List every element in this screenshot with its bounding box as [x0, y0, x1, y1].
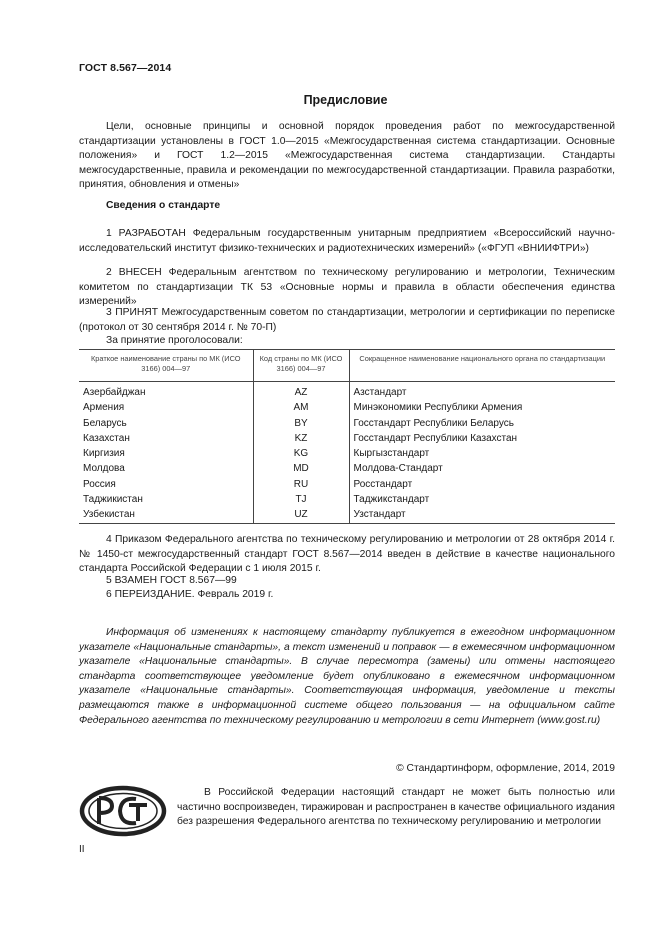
page-number: II — [79, 844, 85, 855]
code-cell: KG — [253, 446, 349, 461]
country-cell: Армения — [83, 402, 125, 414]
organ-cell: Росстандарт — [353, 478, 413, 490]
header-organ: Сокращенное наименование национального органа по стандартизации — [349, 350, 615, 382]
table-row — [79, 477, 615, 492]
country-cell: Азербайджан — [83, 387, 146, 398]
item-introduced: 2 ВНЕСЕН Федеральным агентством по техническому регулированию и метрологии, Техническим комитетом по стандартизации ТК 53 «Основные нормы и правила в области обеспечения единства измерений» — [79, 267, 615, 308]
code-cell: AM — [253, 400, 349, 415]
item-reissue: 6 ПЕРЕИЗДАНИЕ. Февраль 2019 г. — [106, 589, 274, 600]
changes-info-notice: Информация об изменениях к настоящему стандарту публикуется в ежегодном информационном указателе «Национальные стандарты», а текст изменений и поправок — в ежемесячном информационном указателе «Национальные стандарты». В случае пересмотра (замены) или отмены настоящего стандарта соответствующее уведомление будет опубликовано в ежемесячном информационном указателе «Национальные стандарты». Соответствующая информация, уведомление и тексты размещаются также в информационной системе общего пользования — на официальном сайте Федерального агентства по техническому регулированию и метрологии в сети Интернет (www.gost.ru) — [79, 627, 615, 726]
item-developed: 1 РАЗРАБОТАН Федеральным государственным унитарным предприятием «Всероссийский научно-исследовательский институт физико-технических и радиотехнических измерений» («ФГУП «ВНИИФТРИ») — [79, 228, 615, 254]
organ-cell: Таджикстандарт — [353, 494, 430, 506]
reproduction-notice: В Российской Федерации настоящий стандарт не может быть полностью или частично воспроизведен, тиражирован и распространен в качестве официального издания без разрешения Федерального агентства по техническому регулированию и метрологии — [177, 787, 615, 828]
table-row — [79, 431, 615, 446]
standard-info-heading: Сведения о стандарте — [106, 200, 221, 211]
code-cell: RU — [253, 477, 349, 492]
organ-cell: Минэкономики Республики Армения — [353, 402, 523, 414]
voting-table — [79, 349, 615, 524]
copyright: © Стандартинформ, оформление, 2014, 2019 — [396, 763, 615, 774]
intro-paragraph: Цели, основные принципы и основной порядок проведения работ по межгосударственной стандартизации установлены в ГОСТ 1.0—2015 «Межгосударственная система стандартизации. Основные положения» и ГОСТ 1.2—2015 «Межгосударственная система стандартизации. Стандарты межгосударственные, правила и рекомендации по межгосударственной стандартизации. Правила разработки, принятия, обновления и отмены» — [79, 121, 615, 191]
organ-cell: Кыргызстандарт — [353, 448, 430, 460]
item-order: 4 Приказом Федерального агентства по техническому регулированию и метрологии от 28 октября 2014 г. № 1450-ст межгосударственный стандарт ГОСТ 8.567—2014 введен в действие в качестве национального стандарта Российской Федерации с 1 июля 2015 г. — [79, 534, 615, 575]
code-cell: MD — [253, 461, 349, 476]
item-adopted: 3 ПРИНЯТ Межгосударственным советом по стандартизации, метрологии и сертификации по переписке (протокол от 30 сентября 2014 г. № 70-П) — [79, 307, 615, 333]
code-cell: KZ — [253, 431, 349, 446]
rst-logo — [79, 785, 167, 837]
table-row — [79, 416, 615, 431]
table-row — [79, 446, 615, 461]
country-cell: Киргизия — [83, 448, 125, 460]
item-voted: За принятие проголосовали: — [106, 335, 243, 346]
table-row — [79, 507, 615, 523]
table-row — [79, 492, 615, 507]
header-code: Код страны по МК (ИСО 3166) 004—97 — [253, 350, 349, 382]
organ-cell: Узстандарт — [349, 507, 615, 523]
organ-cell: Молдова-Стандарт — [353, 463, 443, 475]
table-header-row — [79, 350, 615, 382]
code-cell: BY — [253, 416, 349, 431]
country-cell: Таджикистан — [83, 494, 143, 506]
country-cell: Молдова — [83, 463, 125, 475]
organ-cell: Госстандарт Республики Казахстан — [353, 432, 518, 444]
table-row — [79, 382, 615, 401]
table-row — [79, 461, 615, 476]
organ-cell: Госстандарт Республики Беларусь — [353, 417, 514, 429]
item-replaces: 5 ВЗАМЕН ГОСТ 8.567—99 — [106, 575, 237, 586]
country-cell: Беларусь — [83, 417, 127, 429]
code-cell: UZ — [253, 507, 349, 523]
country-cell: Узбекистан — [79, 507, 253, 523]
table-row — [79, 400, 615, 415]
code-cell: AZ — [253, 382, 349, 401]
code-cell: TJ — [253, 492, 349, 507]
country-cell: Россия — [83, 478, 116, 490]
page-title: Предисловие — [303, 93, 388, 107]
header-country: Краткое наименование страны по МК (ИСО 3166) 004—97 — [79, 350, 253, 382]
organ-cell: Азстандарт — [353, 387, 407, 398]
country-cell: Казахстан — [83, 432, 130, 444]
document-header: ГОСТ 8.567—2014 — [79, 62, 172, 74]
